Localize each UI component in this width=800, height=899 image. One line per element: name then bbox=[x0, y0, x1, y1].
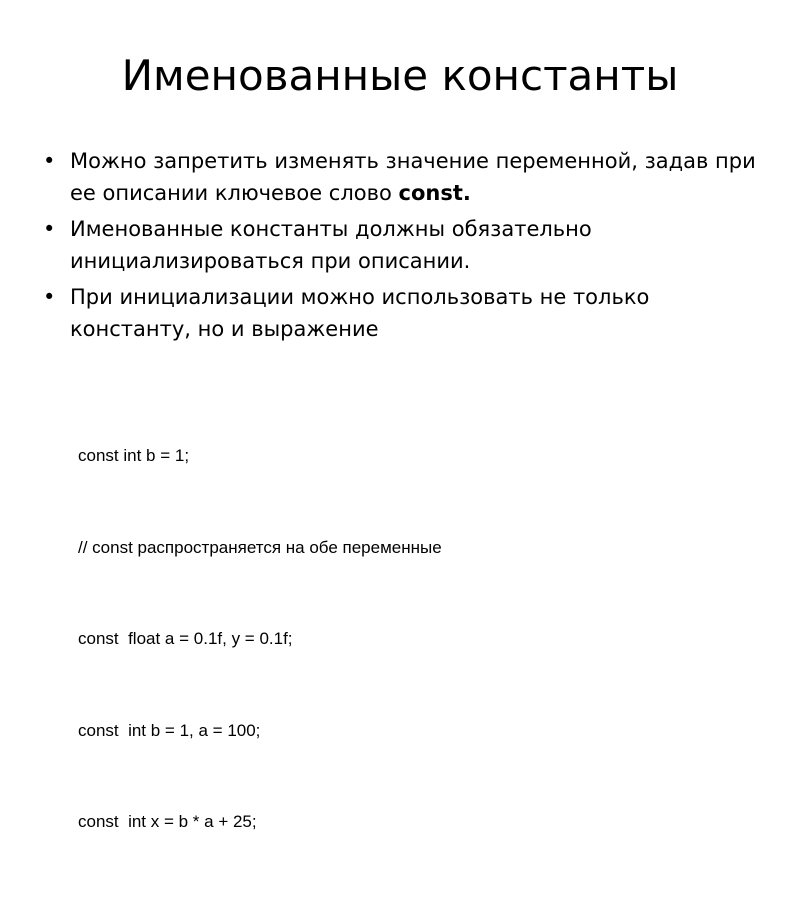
code-example bbox=[78, 380, 442, 899]
bullet-item-initialization bbox=[40, 213, 760, 277]
const-keyword: const bbox=[398, 181, 463, 205]
code-comment-line: // const распространяется на обе переменные bbox=[78, 537, 442, 557]
bullet-marker: • bbox=[43, 149, 56, 173]
bullet-text: Можно запретить изменять значение переменной, задав при ее описании ключевое слово bbox=[70, 149, 756, 205]
bullet-item-expression bbox=[40, 281, 760, 345]
code-line: const int b = 1; bbox=[78, 446, 190, 465]
bullet-text: Именованные константы должны обязательно инициализироваться при описании. bbox=[70, 217, 592, 273]
code-line: const int b = 1, a = 100; bbox=[78, 720, 261, 740]
bullet-suffix: . bbox=[462, 181, 471, 205]
bullet-list bbox=[40, 145, 760, 349]
bullet-marker: • bbox=[43, 285, 56, 309]
slide-title: Именованные константы bbox=[121, 51, 679, 100]
bullet-marker: • bbox=[43, 217, 56, 241]
bullet-item-const-keyword bbox=[40, 145, 760, 209]
code-line: const float a = 0.1f, y = 0.1f; bbox=[78, 629, 293, 648]
bullet-text: При инициализации можно использовать не только константу, но и выражение bbox=[70, 285, 650, 341]
code-line: const int x = b * a + 25; bbox=[78, 812, 257, 831]
